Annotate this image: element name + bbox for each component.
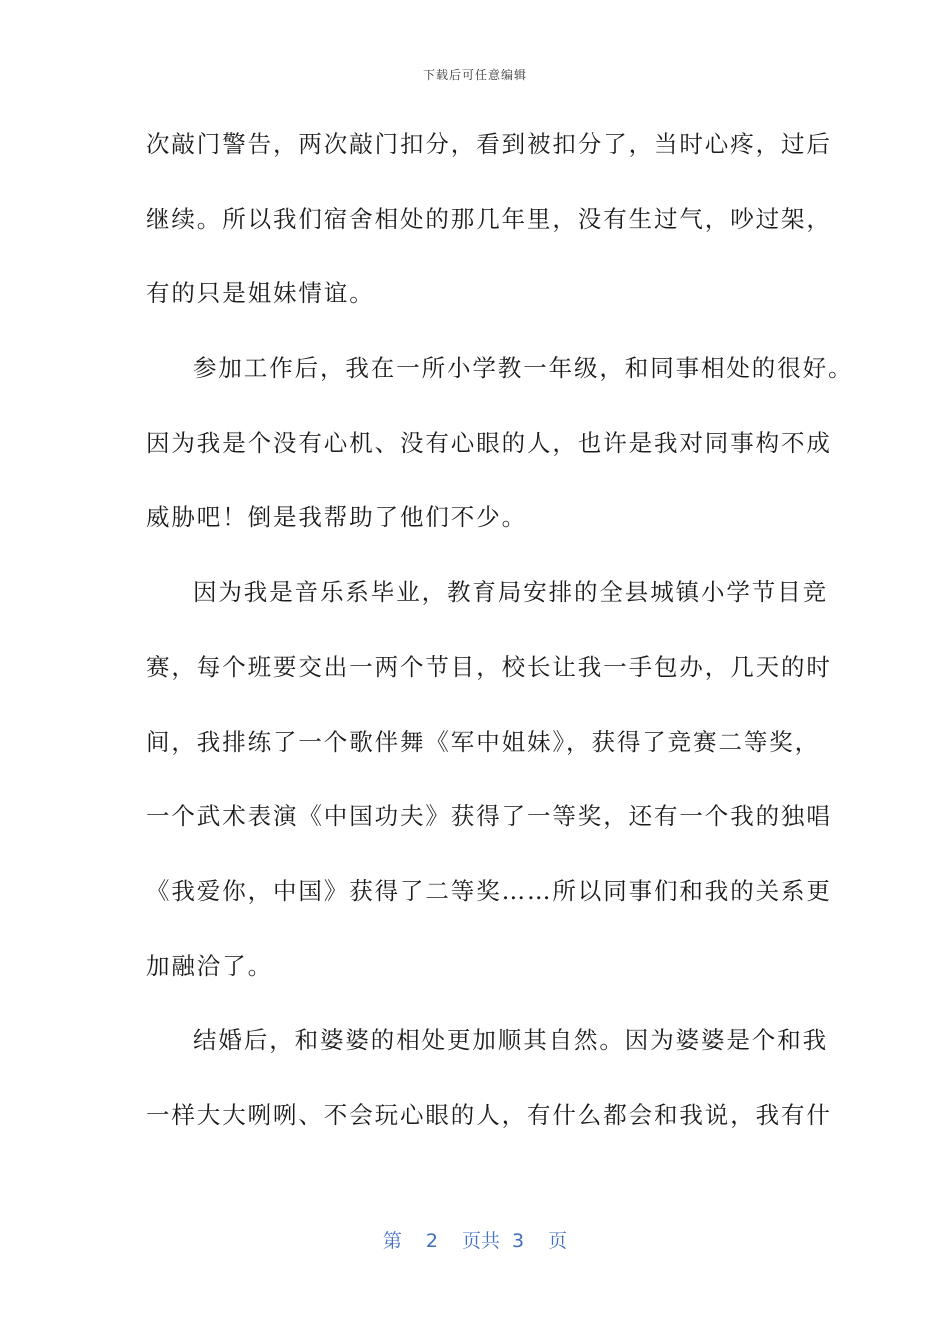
footer-current-page: 2 bbox=[425, 1230, 438, 1252]
text-line: 间，我排练了一个歌伴舞《军中姐妹》，获得了竞赛二等奖， bbox=[146, 727, 821, 756]
page-header-note: 下载后可任意编辑 bbox=[422, 68, 527, 82]
footer-middle: 页共 bbox=[461, 1230, 500, 1252]
footer-prefix: 第 bbox=[382, 1230, 402, 1252]
text-line: 继续。所以我们宿舍相处的那几年里，没有生过气，吵过架， bbox=[146, 204, 832, 233]
text-line: 有的只是姐妹情谊。 bbox=[146, 279, 375, 308]
paragraph-start-line: 结婚后，和婆婆的相处更加顺其自然。因为婆婆是个和我 bbox=[193, 1026, 828, 1055]
paragraph-start-line: 因为我是音乐系毕业，教育局安排的全县城镇小学节目竞 bbox=[193, 578, 828, 607]
text-line: 因为我是个没有心机、没有心眼的人，也许是我对同事构不成 bbox=[146, 428, 832, 457]
text-line: 威胁吧！倒是我帮助了他们不少。 bbox=[146, 503, 527, 532]
text-line: 加融洽了。 bbox=[146, 951, 273, 980]
text-line: 次敲门警告，两次敲门扣分，看到被扣分了，当时心疼，过后 bbox=[146, 130, 832, 158]
text-line: 《我爱你，中国》获得了二等奖……所以同事们和我的关系更 bbox=[146, 876, 832, 905]
footer-suffix: 页 bbox=[548, 1230, 568, 1252]
footer-total-pages: 3 bbox=[512, 1230, 525, 1252]
page-footer bbox=[0, 1226, 950, 1253]
paragraph-start-line: 参加工作后，我在一所小学教一年级，和同事相处的很好。 bbox=[193, 354, 854, 383]
document-body bbox=[146, 124, 854, 1170]
text-line: 赛，每个班要交出一两个节目，校长让我一手包办，几天的时 bbox=[146, 652, 832, 681]
text-line: 一样大大咧咧、不会玩心眼的人，有什么都会和我说，我有什 bbox=[146, 1100, 832, 1129]
text-line: 一个武术表演《中国功夫》获得了一等奖，还有一个我的独唱 bbox=[146, 802, 832, 831]
